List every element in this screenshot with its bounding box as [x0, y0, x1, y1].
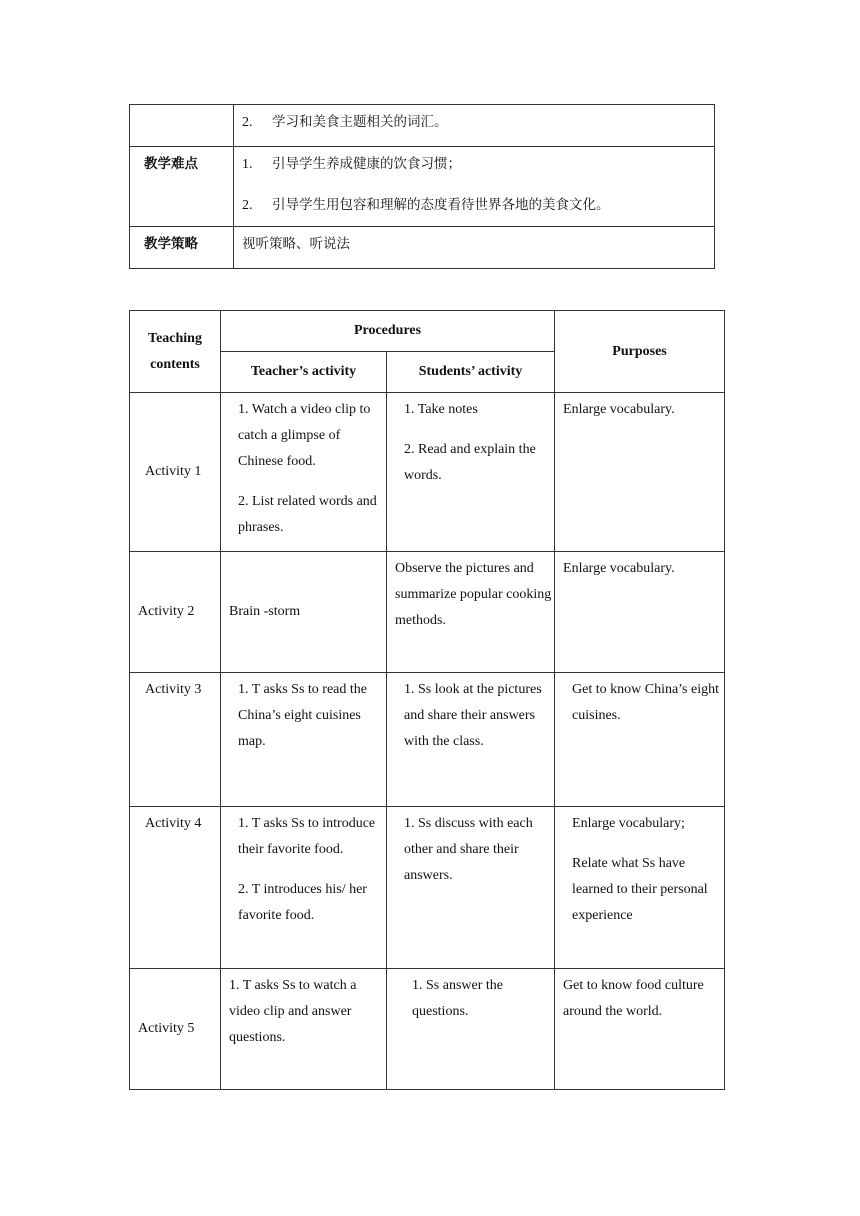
students-activity-cell: 1. Ss discuss with each other and share their answers. [387, 807, 555, 969]
students-activity-cell: 1. Ss answer the questions. [387, 969, 555, 1090]
purposes-cell: Enlarge vocabulary. [555, 552, 725, 673]
header-teaching-contents: Teaching contents [130, 311, 221, 393]
activity-label: Activity 1 [130, 393, 221, 552]
purposes-cell: Enlarge vocabulary; Relate what Ss have learned to their personal experience [555, 807, 725, 969]
header-students-activity: Students’ activity [387, 352, 555, 393]
vocabulary-objective: 2. 学习和美食主题相关的词汇。 [234, 105, 715, 147]
teacher-activity-cell: 1. Watch a video clip to catch a glimpse of Chinese food. 2. List related words and phrases. [221, 393, 387, 552]
teacher-activity-cell: 1. T asks Ss to watch a video clip and answer questions. [221, 969, 387, 1090]
procedure-table [129, 310, 725, 1090]
header-purposes: Purposes [555, 311, 725, 393]
activity-label: Activity 4 [130, 807, 221, 969]
teacher-activity-cell: Brain -storm [221, 552, 387, 673]
row-label-empty [130, 105, 234, 147]
activity-label: Activity 3 [130, 673, 221, 807]
table-row [130, 807, 725, 969]
teacher-activity-cell: 1. T asks Ss to introduce their favorite food. 2. T introduces his/ her favorite food. [221, 807, 387, 969]
difficulties-label: 教学难点 [130, 147, 234, 227]
purposes-cell: Enlarge vocabulary. [555, 393, 725, 552]
header-procedures: Procedures [221, 311, 555, 352]
header-teacher-activity: Teacher’s activity [221, 352, 387, 393]
strategies-text: 视听策略、听说法 [234, 227, 715, 269]
strategies-label: 教学策略 [130, 227, 234, 269]
activity-label: Activity 2 [130, 552, 221, 673]
table-row [130, 673, 725, 807]
table-row [130, 552, 725, 673]
purposes-cell: Get to know China’s eight cuisines. [555, 673, 725, 807]
students-activity-cell: 1. Take notes 2. Read and explain the words. [387, 393, 555, 552]
teacher-activity-cell: 1. T asks Ss to read the China’s eight cuisines map. [221, 673, 387, 807]
objectives-table [129, 104, 715, 269]
students-activity-cell: 1. Ss look at the pictures and share their answers with the class. [387, 673, 555, 807]
table-row [130, 393, 725, 552]
activity-label: Activity 5 [130, 969, 221, 1090]
students-activity-cell: Observe the pictures and summarize popular cooking methods. [387, 552, 555, 673]
difficulties-list: 1. 引导学生养成健康的饮食习惯； 2. 引导学生用包容和理解的态度看待世界各地的美食文化。 [234, 147, 715, 227]
table-row [130, 969, 725, 1090]
purposes-cell: Get to know food culture around the world. [555, 969, 725, 1090]
